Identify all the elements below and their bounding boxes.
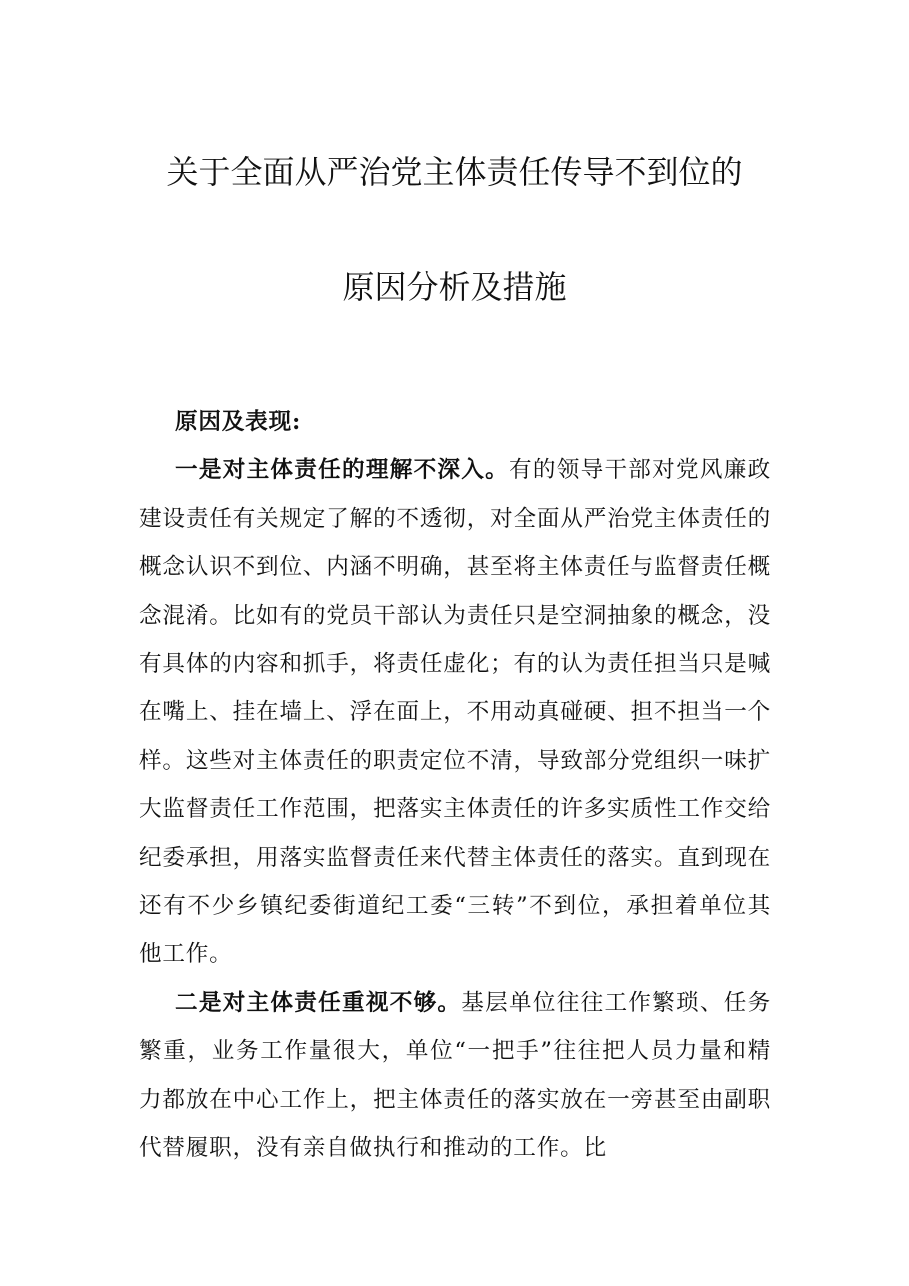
paragraph-1 <box>139 446 771 978</box>
paragraph-1-lead: 一是对主体责任的理解不深入。 <box>175 457 510 484</box>
paragraph-2-lead: 二是对主体责任重视不够。 <box>175 989 462 1016</box>
document-title-line-2: 原因分析及措施 <box>342 268 567 306</box>
paragraph-2 <box>139 979 771 1173</box>
document-body <box>139 398 771 1173</box>
document-title-line-1: 关于全面从严治党主体责任传导不到位的 <box>166 153 743 191</box>
paragraph-2-text: 基层单位往往工作繁琐、任务繁重，业务工作量很大，单位“一把手”往往把人员力量和精力都放在中心工作上，把主体责任的落实放在一旁甚至由副职代替履职，没有亲自做执行和推动的工作。比 <box>139 989 771 1162</box>
paragraph-1-text: 有的领导干部对党风廉政建设责任有关规定了解的不透彻，对全面从严治党主体责任的概念认识不到位、内涵不明确，甚至将主体责任与监督责任概念混淆。比如有的党员干部认为责任只是空洞抽象的概念，没有具体的内容和抓手，将责任虚化；有的认为责任担当只是喊在嘴上、挂在墙上、浮在面上，不用动真碰硬、担不担当一个样。这些对主体责任的职责定位不清，导致部分党组织一味扩大监督责任工作范围，把落实主体责任的许多实质性工作交给纪委承担，用落实监督责任来代替主体责任的落实。直到现在还有不少乡镇纪委街道纪工委“三转”不到位，承担着单位其他工作。 <box>139 457 771 968</box>
section-heading: 原因及表现: <box>175 409 302 435</box>
